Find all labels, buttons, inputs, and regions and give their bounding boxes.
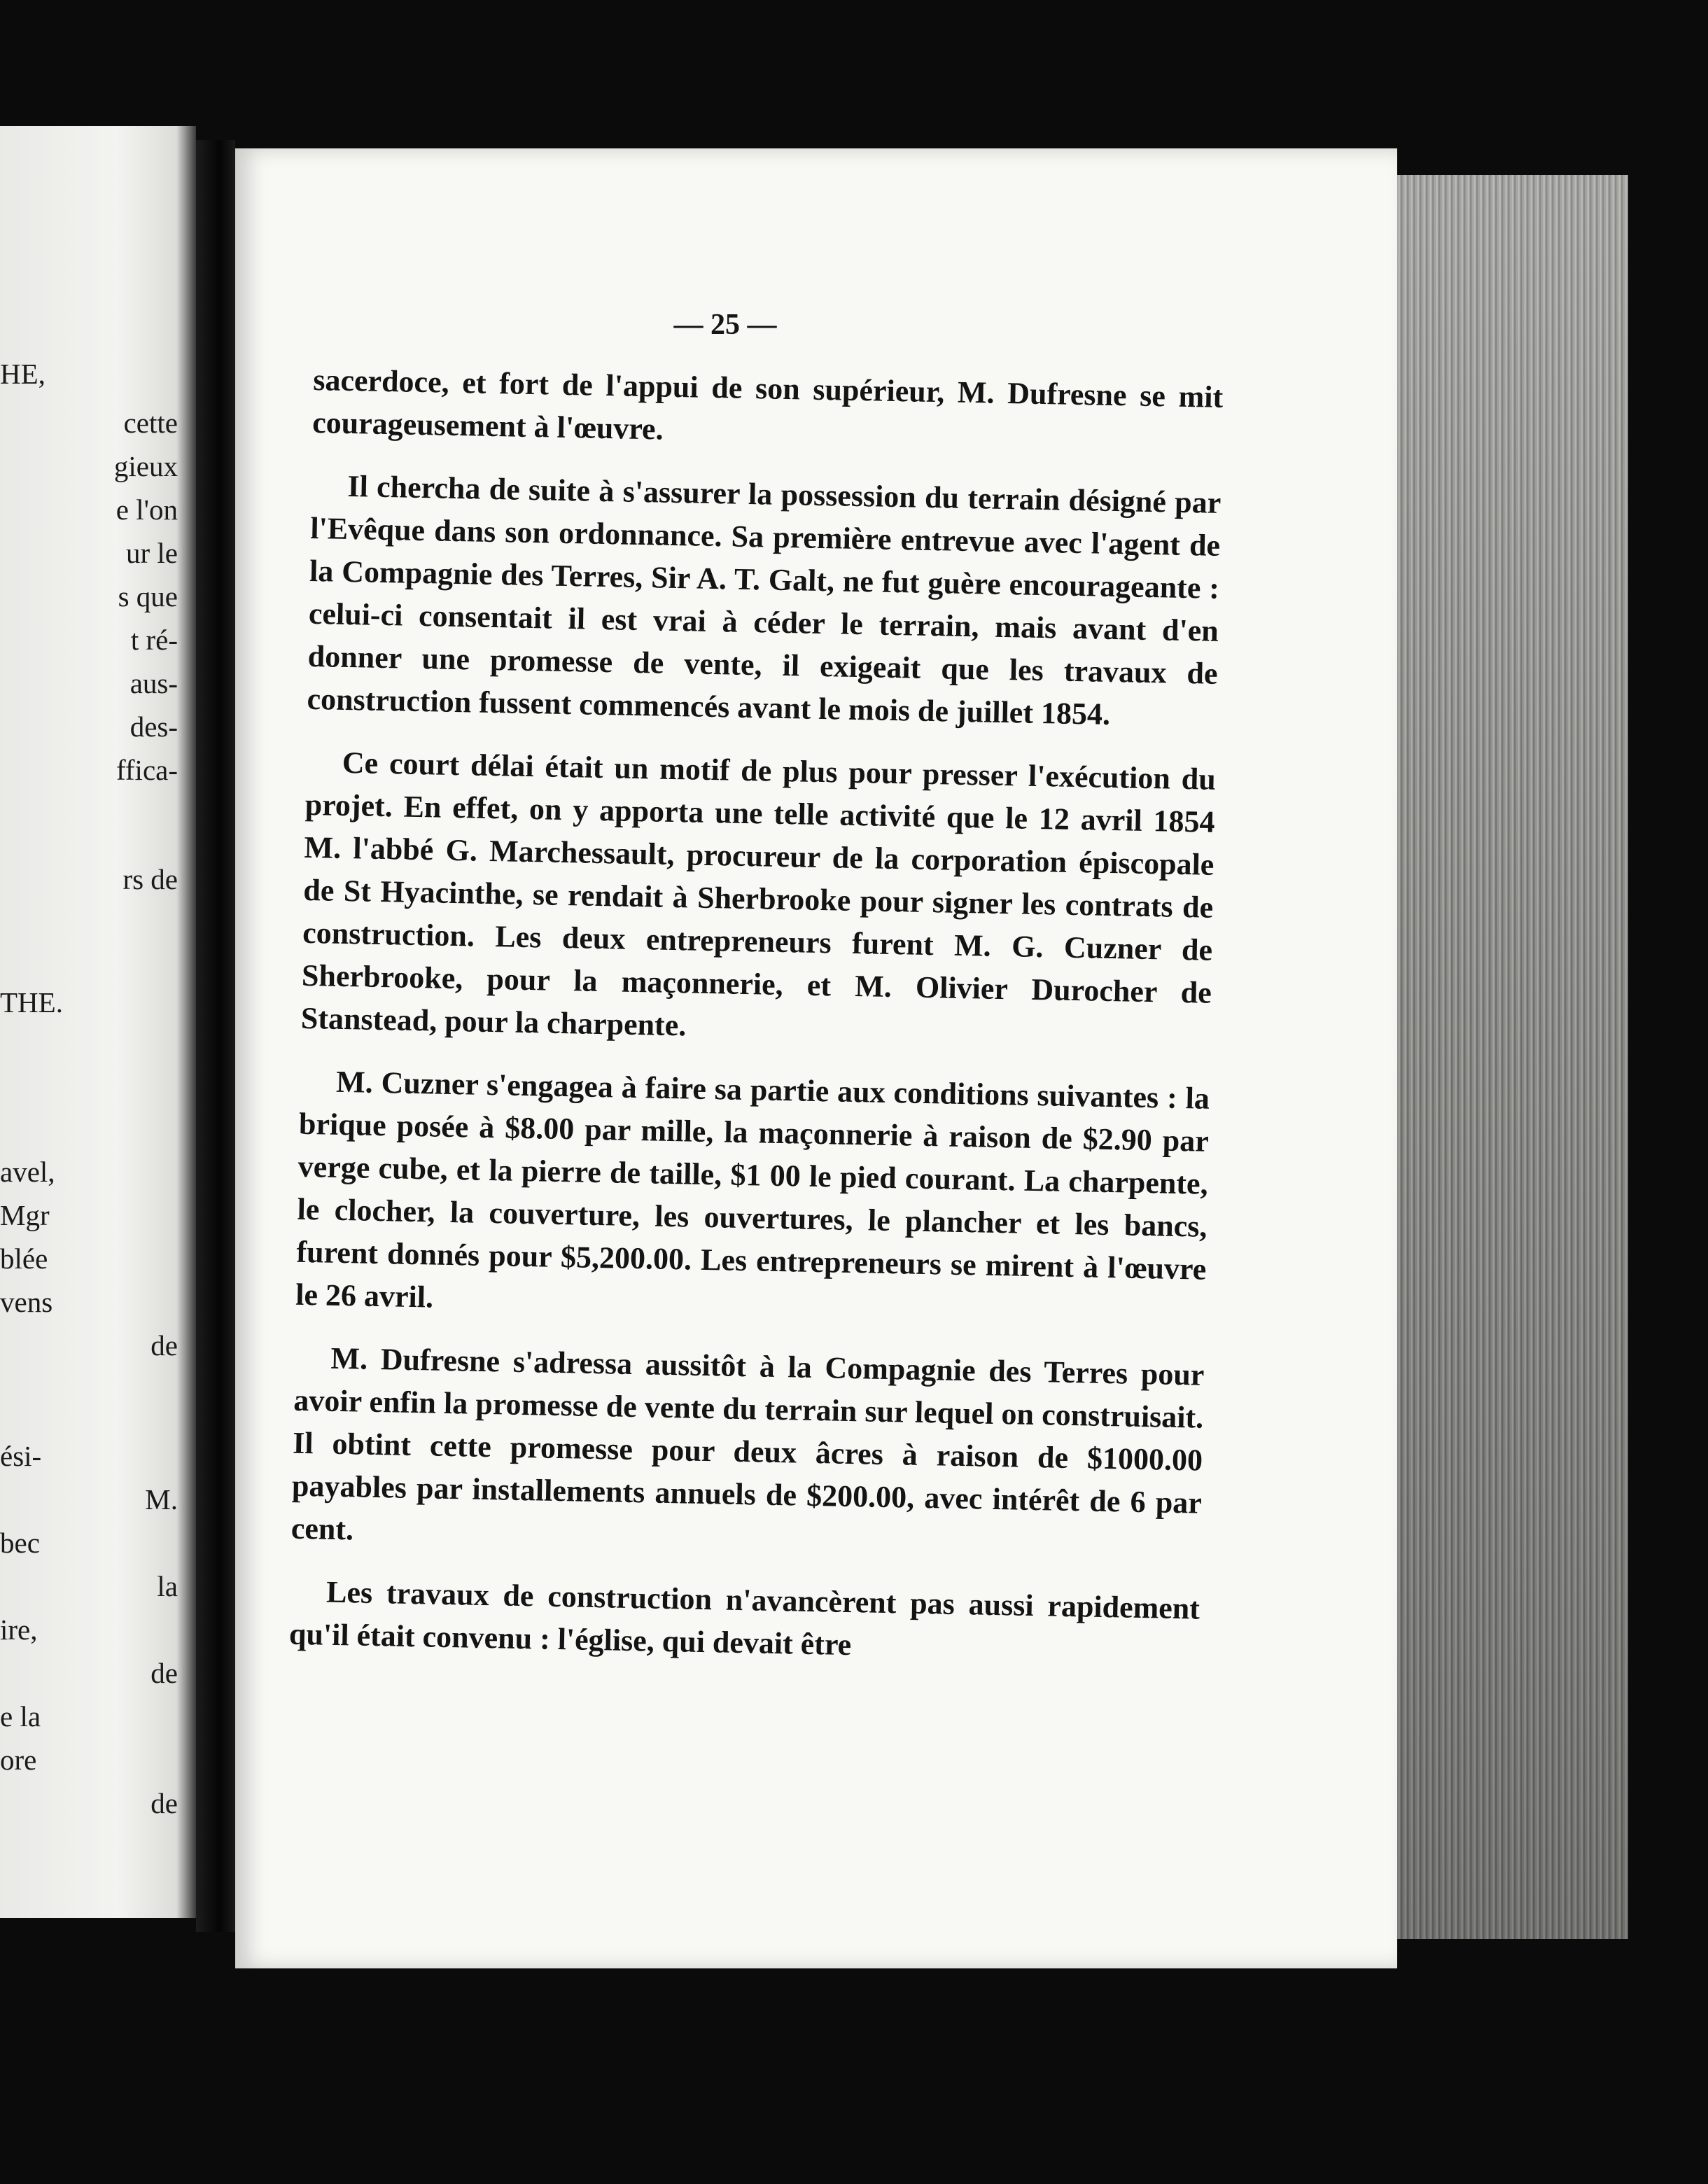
paragraph: sacerdoce, et fort de l'appui de son supérieur, M. Dufresne se mit courageusement à l'œuvre. [312, 362, 1224, 447]
page-number: — 25 — [673, 309, 777, 341]
left-page-fragment: vens [0, 1286, 53, 1318]
left-page-fragment: ire, [0, 1614, 38, 1646]
book-page [235, 148, 1397, 1968]
page-edges-shadow [1397, 175, 1628, 1939]
left-page-fragment: avel, [0, 1156, 55, 1188]
left-page-fragment: aus- [130, 667, 178, 699]
left-page-fragment: M. [145, 1483, 178, 1516]
left-page-fragment: e l'on [115, 493, 178, 526]
left-page-fragment: Mgr [0, 1199, 50, 1231]
left-page-fragment: des- [130, 710, 178, 743]
left-page-fragment: THE. [0, 986, 63, 1018]
previous-page [0, 126, 196, 1918]
left-page-fragment: blée [0, 1242, 48, 1275]
left-page-fragment: e la [0, 1700, 41, 1732]
book-gutter [196, 140, 235, 1932]
page-body [288, 358, 1224, 1693]
left-page-fragment: de [150, 1329, 178, 1362]
left-page-fragment: de [150, 1657, 178, 1689]
left-page-fragment: de [150, 1787, 178, 1819]
paragraph: Ce court délai était un motif de plus pour presser l'exécution du projet. En effet, on y apporta une telle activité que le 12 avril 1854 M. l'abbé G. Marchessault, procureur de la corporation épiscopale de St Hyacinthe, se rendait à Sherbrooke pour signer les contrats de construction. Les deux entrepreneurs furent M. G. Cuzner de Sherbrooke, pour la maçonnerie, et M. Olivier Durocher de Stanstead, pour la charpente. [300, 745, 1217, 1043]
paragraph: M. Cuzner s'engagea à faire sa partie aux conditions suivantes : la brique posée à $8.00 par mille, la maçonnerie à raison de $2.90 par verge cube, et la pierre de taille, $1 00 le pied courant. La charpente, le clocher, la couverture, les ouvertures, le plancher et les bancs, furent donnés pour $5,200.00. Les entrepreneurs se mirent à l'œuvre le 26 avril. [295, 1064, 1210, 1315]
left-page-fragment: rs de [122, 863, 178, 895]
paragraph: M. Dufresne s'adressa aussitôt à la Compagnie des Terres pour avoir enfin la promesse de vente du terrain sur lequel on construisait. Il obtint cette promesse pour deux âcres à raison de $1000.00 payables par installements annuels de $200.00, avec intérêt de 6 par cent. [290, 1340, 1205, 1547]
paragraph: Il chercha de suite à s'assurer la possession du terrain désigné par l'Evêque dans son ordonnance. Sa première entrevue avec l'agent de la Compagnie des Terres, Sir A. T. Galt, ne fut guère encourageante : celui-ci consentait il est vrai à céder le terrain, mais avant d'en donner une promesse de vente, il exigeait que les travaux de construction fussent commencés avant le mois de juillet 1854. [307, 468, 1222, 732]
left-page-fragment: bec [0, 1527, 40, 1559]
left-page-fragment: ur le [126, 537, 178, 569]
left-page-fragment: s que [118, 580, 178, 612]
left-page-fragment: HE, [0, 358, 46, 390]
left-page-fragment: ore [0, 1744, 37, 1776]
left-page-fragment: la [157, 1570, 178, 1602]
left-page-fragment: gieux [113, 450, 178, 482]
left-page-fragment: ffica- [115, 754, 178, 786]
left-page-fragment: t ré- [130, 624, 178, 656]
left-page-fragment: ési- [0, 1440, 42, 1472]
paragraph: Les travaux de construction n'avancèrent pas aussi rapidement qu'il était convenu : l'église, qui devait être [288, 1574, 1200, 1662]
left-page-fragment: cette [123, 407, 178, 439]
